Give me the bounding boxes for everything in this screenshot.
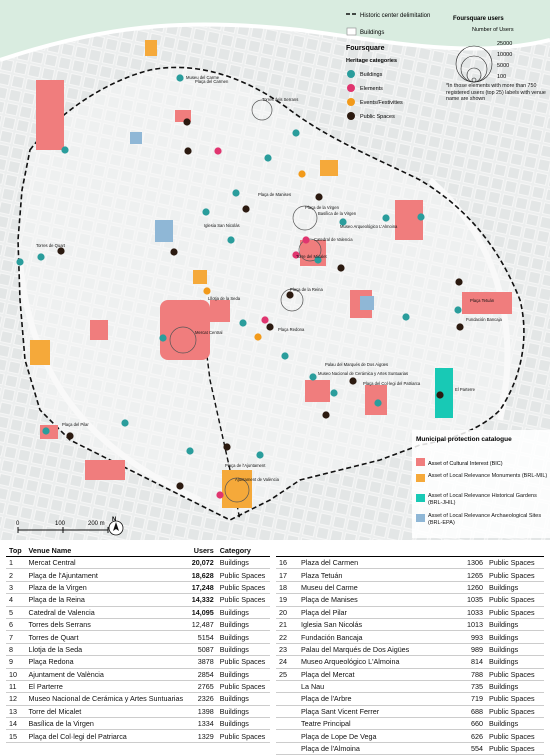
- col-users-blank: [448, 544, 486, 557]
- brl-mil-area: [193, 270, 207, 284]
- map-label: Plaça del Col·legi del Patriarca: [363, 381, 421, 386]
- users-cell: 5087: [186, 643, 217, 655]
- brl-mil-area: [145, 40, 157, 56]
- table-row: [6, 581, 270, 593]
- scale-label: 100: [55, 521, 66, 527]
- map-label: Museo Nacional de Cerámica y Artes Suntuarias: [318, 371, 409, 376]
- table-row: [276, 693, 544, 705]
- rank-cell: 23: [276, 643, 298, 655]
- marker-plaza-reina: [286, 291, 293, 298]
- col-venue-name: Venue Name: [26, 544, 187, 557]
- protection-item-box: [428, 473, 548, 489]
- protection-item: Asset of Local Relevance Monuments (BRL-MIL): [428, 473, 548, 479]
- category-cell: Buildings: [217, 693, 270, 705]
- marker-building: [232, 189, 239, 196]
- category-cell: Buildings: [486, 631, 544, 643]
- bic-area: [462, 292, 512, 314]
- bic-area: [305, 380, 330, 402]
- table-row: [6, 618, 270, 630]
- marker-mercat: [159, 334, 166, 341]
- rank-cell: 3: [6, 581, 26, 593]
- rank-cell: 25: [276, 668, 298, 680]
- brl-mil-swatch: [416, 474, 425, 482]
- north-label: N: [112, 517, 117, 523]
- category-cell: Public Spaces: [217, 680, 270, 692]
- category-cell: Buildings: [217, 643, 270, 655]
- marker-plaza-pilar: [66, 432, 73, 439]
- table-row: [276, 742, 544, 754]
- buildings-legend-icon: [347, 70, 355, 78]
- elements-legend-icon: [347, 84, 355, 92]
- map-label: Ajuntament de València: [235, 477, 279, 482]
- table-row: [6, 656, 270, 668]
- map-label: Plaça de Manises: [258, 192, 292, 197]
- marker-plaza-virgen: [315, 193, 322, 200]
- marker-element: [214, 147, 221, 154]
- venue-name-cell: Iglesia San Nicolás: [298, 618, 448, 630]
- bic-area: [90, 320, 108, 340]
- venue-table-left: [6, 544, 270, 743]
- users-cell: 1306: [448, 557, 486, 569]
- venue-name-cell: Llotja de la Seda: [26, 643, 187, 655]
- marker-building: [374, 399, 381, 406]
- rank-cell: 13: [6, 705, 26, 717]
- rank-cell: 2: [6, 569, 26, 581]
- map-label: Plaça Tetuán: [470, 298, 495, 303]
- venue-name-cell: Palau del Marqués de Dos Aigües: [298, 643, 448, 655]
- rank-cell: 9: [6, 656, 26, 668]
- legend-foursquare-title: Foursquare: [346, 45, 385, 52]
- legend-heritage-title: Heritage categories: [346, 58, 398, 64]
- marker-manises: [242, 205, 249, 212]
- users-cell: 788: [448, 668, 486, 680]
- rank-cell: [276, 680, 298, 692]
- venue-name-cell: Teatre Principal: [298, 718, 448, 730]
- category-cell: Buildings: [486, 718, 544, 730]
- rank-cell: 5: [6, 606, 26, 618]
- legend-category: Buildings: [360, 72, 383, 78]
- marker-building: [292, 129, 299, 136]
- map-label: Torres de Quart: [36, 243, 66, 248]
- legend-note: *In those elements with more than 750 registered users (top 25) labels with venue name are shown: [446, 83, 546, 103]
- users-cell: 2765: [186, 680, 217, 692]
- map-label: Plaça del Carmen: [195, 79, 229, 84]
- category-cell: Buildings: [486, 656, 544, 668]
- category-cell: Public Spaces: [486, 742, 544, 754]
- table-body-right: [276, 557, 544, 755]
- map-label: Museo Arqueológico L'Almoina: [340, 224, 398, 229]
- users-cell: 735: [448, 680, 486, 692]
- marker-building: [382, 214, 389, 221]
- rank-cell: 6: [6, 618, 26, 630]
- map-label: El Parterre: [455, 387, 476, 392]
- legend-historic-center: Historic center delimitation: [360, 13, 431, 19]
- protection-title: Municipal protection catalogue: [416, 436, 512, 443]
- users-cell: 3878: [186, 656, 217, 668]
- category-cell: Buildings: [217, 557, 270, 569]
- rank-cell: 22: [276, 631, 298, 643]
- protection-item: Asset of Cultural Interest (BIC): [428, 461, 503, 467]
- category-cell: Buildings: [486, 643, 544, 655]
- category-cell: Public Spaces: [486, 594, 544, 606]
- users-cell: 20,072: [186, 557, 217, 569]
- venue-name-cell: Plaza Tetuán: [298, 569, 448, 581]
- users-value: 5000: [497, 63, 510, 69]
- table-row: [276, 618, 544, 630]
- marker-building: [202, 208, 209, 215]
- category-cell: Public Spaces: [486, 606, 544, 618]
- bic-area: [36, 80, 64, 150]
- col-top: Top: [6, 544, 26, 557]
- marker-element: [261, 316, 268, 323]
- protection-item-box: [428, 493, 548, 509]
- rank-cell: 24: [276, 656, 298, 668]
- venue-name-cell: Plaça de Manises: [298, 594, 448, 606]
- table-row: [6, 643, 270, 655]
- marker-element: [216, 491, 223, 498]
- venue-name-cell: Torres de Quart: [26, 631, 187, 643]
- users-cell: 1265: [448, 569, 486, 581]
- marker-element: [302, 236, 309, 243]
- public-spaces-legend-icon: [347, 112, 355, 120]
- marker-public-space: [337, 264, 344, 271]
- category-cell: Public Spaces: [486, 569, 544, 581]
- marker-public-space: [176, 482, 183, 489]
- table-row: [276, 680, 544, 692]
- map-label: Torre del Micalet: [296, 254, 327, 259]
- category-cell: Buildings: [217, 668, 270, 680]
- users-value: 10000: [497, 52, 513, 58]
- marker-building: [281, 352, 288, 359]
- rank-cell: 10: [6, 668, 26, 680]
- marker-building: [417, 213, 424, 220]
- venue-name-cell: Plaça de l'Ajuntament: [26, 569, 187, 581]
- map-label: Lllotja de la Seda: [208, 296, 241, 301]
- table-row: [6, 594, 270, 606]
- users-cell: 18,628: [186, 569, 217, 581]
- users-cell: 626: [448, 730, 486, 742]
- category-cell: Public Spaces: [217, 656, 270, 668]
- col-venue-name-blank: [298, 544, 448, 557]
- venue-name-cell: Plaza del Carmen: [298, 557, 448, 569]
- legend-category: Elements: [360, 86, 383, 92]
- users-cell: 1013: [448, 618, 486, 630]
- table-row: [276, 631, 544, 643]
- brl-epa-swatch: [416, 514, 425, 522]
- table-row: [6, 705, 270, 717]
- rank-cell: [276, 718, 298, 730]
- map-label: Plaça de la Reina: [290, 287, 323, 292]
- marker-building: [121, 419, 128, 426]
- table-row: [276, 656, 544, 668]
- rank-cell: 21: [276, 618, 298, 630]
- venue-name-cell: Museo Arqueológico L'Almoina: [298, 656, 448, 668]
- category-cell: Public Spaces: [486, 705, 544, 717]
- bic-area: [85, 460, 125, 480]
- category-cell: Public Spaces: [217, 730, 270, 742]
- marker-public-space: [183, 118, 190, 125]
- table-row: [6, 668, 270, 680]
- protection-legend: [412, 430, 550, 538]
- users-cell: 12,487: [186, 618, 217, 630]
- marker-bancaja: [454, 306, 461, 313]
- rank-cell: 4: [6, 594, 26, 606]
- venue-name-cell: Museo Nacional de Cerámica y Artes Suntuarias: [26, 693, 187, 705]
- venue-name-cell: Basílica de la Virgen: [26, 718, 187, 730]
- rank-cell: 8: [6, 643, 26, 655]
- users-cell: 554: [448, 742, 486, 754]
- users-cell: 2854: [186, 668, 217, 680]
- table-row: [276, 668, 544, 680]
- brl-epa-area: [360, 296, 374, 310]
- brl-epa-area: [130, 132, 142, 144]
- buildings-swatch: [347, 28, 356, 35]
- venue-name-cell: Plaça de Lope De Vega: [298, 730, 448, 742]
- marker-public-space: [170, 248, 177, 255]
- rank-cell: 16: [276, 557, 298, 569]
- map-label: Museu del Carme: [186, 75, 220, 80]
- brl-mil-area: [320, 160, 338, 176]
- venue-name-cell: Torre del Micalet: [26, 705, 187, 717]
- marker-patriarca: [349, 377, 356, 384]
- table-body-left: [6, 557, 270, 743]
- marker-building: [16, 258, 23, 265]
- table-row: [6, 557, 270, 569]
- users-cell: 1334: [186, 718, 217, 730]
- bic-swatch: [416, 458, 425, 466]
- table-row: [6, 730, 270, 742]
- brl-epa-area: [155, 220, 173, 242]
- users-value: 25000: [497, 41, 513, 47]
- map-label: Torres dels Serrans: [262, 97, 299, 102]
- marker-museu-carme: [176, 74, 183, 81]
- marker-plaza-redona: [266, 323, 273, 330]
- category-cell: Public Spaces: [486, 693, 544, 705]
- map-label: Fundación Bancaja: [466, 317, 502, 322]
- category-cell: Buildings: [217, 606, 270, 618]
- users-cell: 1033: [448, 606, 486, 618]
- venue-name-cell: Plaza de la Virgen: [26, 581, 187, 593]
- venue-table-right: [276, 544, 544, 755]
- marker-llotja: [239, 319, 246, 326]
- users-cell: 14,095: [186, 606, 217, 618]
- col-top-blank: [276, 544, 298, 557]
- category-cell: Public Spaces: [217, 594, 270, 606]
- rank-cell: 11: [6, 680, 26, 692]
- rank-cell: 14: [6, 718, 26, 730]
- map-label: Palau del Marqués de Dos Aigües: [325, 362, 389, 367]
- marker-building: [330, 389, 337, 396]
- category-cell: Buildings: [486, 680, 544, 692]
- venue-name-cell: El Parterre: [26, 680, 187, 692]
- protection-item-box: [428, 513, 548, 529]
- venue-name-cell: Plaça Sant Vicent Ferrer: [298, 705, 448, 717]
- legend-users-title: Foursquare users: [453, 16, 504, 22]
- map-label: Iglesia San Nicolás: [204, 223, 240, 228]
- venue-name-cell: Plaça de l'Almoina: [298, 742, 448, 754]
- table-row: [276, 594, 544, 606]
- brl-mil-area: [30, 340, 50, 365]
- venue-name-cell: Museu del Carme: [298, 581, 448, 593]
- category-cell: Public Spaces: [486, 557, 544, 569]
- protection-item: Asset of Local Relevance Historical Gardens (BRL-JHIL): [428, 493, 537, 506]
- table-row: [276, 569, 544, 581]
- scale-label: 200 m: [88, 521, 105, 527]
- category-cell: Buildings: [486, 581, 544, 593]
- rank-cell: 7: [6, 631, 26, 643]
- rank-cell: 1: [6, 557, 26, 569]
- table-row: [276, 606, 544, 618]
- category-cell: Public Spaces: [486, 730, 544, 742]
- users-cell: 1329: [186, 730, 217, 742]
- users-cell: 1398: [186, 705, 217, 717]
- legend-category: Events/Festivities: [360, 100, 403, 106]
- rank-cell: 18: [276, 581, 298, 593]
- venue-tables: [0, 544, 550, 756]
- venue-name-cell: La Nau: [298, 680, 448, 692]
- table-row: [6, 606, 270, 618]
- users-cell: 993: [448, 631, 486, 643]
- marker-museo-ceramica: [309, 373, 316, 380]
- rank-cell: 19: [276, 594, 298, 606]
- venue-name-cell: Fundación Bancaja: [298, 631, 448, 643]
- users-cell: 719: [448, 693, 486, 705]
- map-label: Basílica de la Virgen: [318, 211, 357, 216]
- table-row: [6, 693, 270, 705]
- category-cell: Buildings: [217, 618, 270, 630]
- category-cell: Buildings: [486, 618, 544, 630]
- marker-parterre: [436, 391, 443, 398]
- venue-name-cell: Plaça del Pilar: [298, 606, 448, 618]
- marker-building: [256, 451, 263, 458]
- brl-jhil-swatch: [416, 494, 425, 502]
- venue-name-cell: Plaça de l'Arbre: [298, 693, 448, 705]
- table-row: [6, 569, 270, 581]
- marker-building: [402, 313, 409, 320]
- users-cell: 5154: [186, 631, 217, 643]
- category-cell: Buildings: [217, 718, 270, 730]
- rank-cell: [276, 693, 298, 705]
- map-label: Plaça de la Virgen: [305, 205, 339, 210]
- table-row: [276, 705, 544, 717]
- rank-cell: [276, 705, 298, 717]
- category-cell: Public Spaces: [486, 668, 544, 680]
- table-row: [276, 730, 544, 742]
- marker-building: [264, 154, 271, 161]
- col-category: Category: [217, 544, 270, 557]
- legend-note-box: [446, 83, 550, 129]
- rank-cell: 17: [276, 569, 298, 581]
- marker-building: [186, 447, 193, 454]
- category-cell: Public Spaces: [217, 569, 270, 581]
- marker-public-space: [456, 323, 463, 330]
- map-label: Plaça del Pilar: [62, 422, 89, 427]
- marker-torres-quart: [37, 253, 44, 260]
- users-cell: 2326: [186, 693, 217, 705]
- marker-san-nicolas: [227, 236, 234, 243]
- bic-area: [365, 385, 387, 415]
- users-cell: 814: [448, 656, 486, 668]
- table-row: [276, 643, 544, 655]
- map-label: Mercat Central: [195, 330, 223, 335]
- users-cell: 1260: [448, 581, 486, 593]
- col-category-blank: [486, 544, 544, 557]
- venue-name-cell: Mercat Central: [26, 557, 187, 569]
- marker-ajuntament-square: [223, 443, 230, 450]
- table-row: [276, 581, 544, 593]
- venue-name-cell: Plaça de la Reina: [26, 594, 187, 606]
- rank-cell: [276, 742, 298, 754]
- venue-name-cell: Catedral de Valencia: [26, 606, 187, 618]
- marker-event: [254, 333, 261, 340]
- rank-cell: 12: [6, 693, 26, 705]
- category-cell: Buildings: [217, 631, 270, 643]
- events-legend-icon: [347, 98, 355, 106]
- table-row: [276, 718, 544, 730]
- venue-name-cell: Torres dels Serrans: [26, 618, 187, 630]
- table-header-row: [6, 544, 270, 557]
- table-row: [6, 680, 270, 692]
- rank-cell: 20: [276, 606, 298, 618]
- marker-plaza-carmen: [184, 147, 191, 154]
- table-row: [6, 631, 270, 643]
- table-row: [276, 557, 544, 569]
- rank-cell: [276, 730, 298, 742]
- users-cell: 1035: [448, 594, 486, 606]
- marker-event: [298, 170, 305, 177]
- venue-name-cell: Plaça del Col·legi del Patriarca: [26, 730, 187, 742]
- legend-category: Public Spaces: [360, 114, 395, 120]
- bic-catedral: [300, 240, 326, 266]
- table-header-row: [276, 544, 544, 557]
- rank-cell: 15: [6, 730, 26, 742]
- venue-name-cell: Plaça Redona: [26, 656, 187, 668]
- marker-building: [61, 146, 68, 153]
- legend-users-subtitle: Number of Users: [472, 27, 514, 33]
- protection-item: Asset of Local Relevance Archaeological Sites (BRL-EPA): [428, 513, 542, 526]
- marker-public-space: [322, 411, 329, 418]
- marker-building: [42, 427, 49, 434]
- table-row: [6, 718, 270, 730]
- bic-llotja: [210, 300, 230, 322]
- users-cell: 660: [448, 718, 486, 730]
- users-cell: 989: [448, 643, 486, 655]
- legend-buildings: Buildings: [360, 30, 385, 36]
- venue-name-cell: Plaça del Mercat: [298, 668, 448, 680]
- map-label: Plaça de l'Ajuntament: [225, 463, 266, 468]
- map-label: Catedral de Valencia: [314, 237, 353, 242]
- category-cell: Public Spaces: [217, 581, 270, 593]
- category-cell: Buildings: [217, 705, 270, 717]
- users-cell: 14,332: [186, 594, 217, 606]
- users-value: 100: [497, 74, 507, 80]
- marker-event: [203, 287, 210, 294]
- scale-label: 0: [16, 521, 20, 527]
- map-label: Plaça Redona: [278, 327, 305, 332]
- users-cell: 688: [448, 705, 486, 717]
- bic-area: [395, 200, 423, 240]
- venue-name-cell: Ajuntament de València: [26, 668, 187, 680]
- marker-tetuan: [455, 278, 462, 285]
- users-cell: 17,248: [186, 581, 217, 593]
- marker-public-space: [57, 247, 64, 254]
- col-users: Users: [186, 544, 217, 557]
